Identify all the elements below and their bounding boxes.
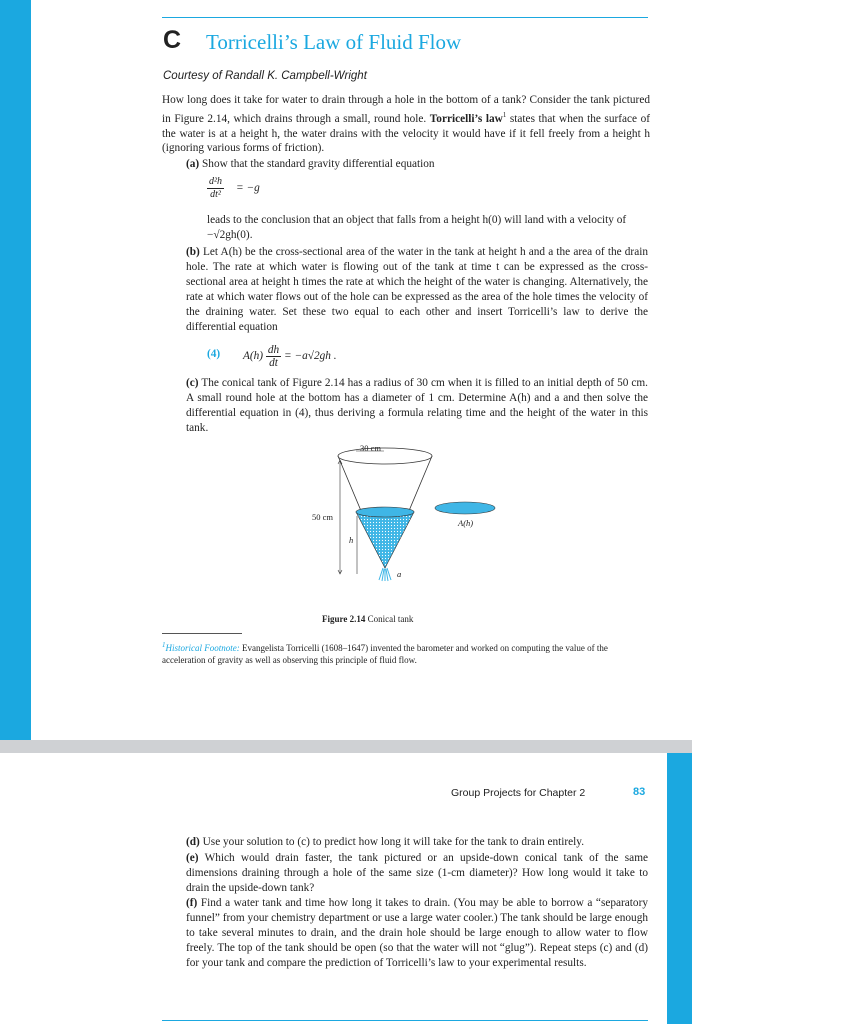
item-a xyxy=(186,157,648,172)
footnote xyxy=(162,639,650,667)
top-rule xyxy=(162,17,648,18)
cross-section-label: A(h) xyxy=(458,518,474,528)
footnote-number: 1 xyxy=(162,641,166,649)
radius-label: 30 cm xyxy=(360,443,382,453)
torricelli-law-term: Torricelli’s law xyxy=(429,112,503,125)
height-label: h xyxy=(349,535,354,545)
gravity-eq-numerator: d²h xyxy=(209,176,222,187)
right-margin-bar xyxy=(667,753,692,1024)
item-d xyxy=(186,835,648,850)
equation-number: (4) xyxy=(207,348,221,360)
item-c-text: The conical tank of Figure 2.14 has a radius of 30 cm when it is filled to an initial depth of 50 cm. A small round hole at the bottom has a diameter of 1 cm. Determine A(h) and a and then solve the differential equation in (4), thus deriving a formula relating time and the height of the water in this tank. xyxy=(186,377,649,434)
intro-text-1: How long does it take for water to drain through a hole in the bottom of a tank? Consider the tank pictured in Figure 2.14, which drains through a small, round hole. xyxy=(162,94,650,125)
equation-4 xyxy=(243,344,337,369)
item-d-text: Use your solution to (c) to predict how long it will take for the tank to drain entirely. xyxy=(202,836,585,848)
bottom-rule xyxy=(162,1020,648,1021)
courtesy-line: Courtesy of Randall K. Campbell-Wright xyxy=(163,70,367,82)
section-letter: C xyxy=(163,26,182,54)
item-f xyxy=(186,896,648,971)
footnote-text: Evangelista Torricelli (1608–1647) invented the barometer and worked on computing the value of the acceleration of gravity as well as observing this principle of fluid flow. xyxy=(162,643,608,666)
figure-caption-text: Conical tank xyxy=(367,614,414,624)
left-margin-bar xyxy=(0,0,31,740)
drain-stream xyxy=(379,568,391,581)
item-b-text: Let A(h) be the cross-sectional area of the water in the tank at height h and a the area of the drain hole. The rate at which water is flowing out of the tank at time t can be expressed as the cross-sectional area at height h times the rate at which the height of the water is changing. Alternatively, the rate at which water flows out of the hole can be expressed as the area of the hole times the velocity of the draining water. Set these two equal to each other and insert Torricelli’s law to derive the differential equation xyxy=(186,246,648,333)
intro-text-2: states that when the surface of the water is at a height h, the water drains with the velocity it would have if it fell freely from a height h (ignoring various forms of friction). xyxy=(162,112,651,155)
depth-label: 50 cm xyxy=(312,512,334,522)
item-f-label: (f) xyxy=(186,897,198,909)
running-head: Group Projects for Chapter 2 xyxy=(451,787,586,799)
gravity-equation-rhs: = −g xyxy=(236,182,260,194)
item-d-label: (d) xyxy=(186,836,200,848)
page-number: 83 xyxy=(633,786,646,798)
intro-paragraph xyxy=(162,93,650,156)
item-e-text: Which would drain faster, the tank pictured or an upside-down conical tank of the same dimensions draining through a hole of the same size (1-cm diameter)? How long would it take to drain the upside-down tank? xyxy=(186,852,649,894)
water-surface xyxy=(356,507,414,517)
item-b xyxy=(186,245,648,334)
footnote-mark: 1 xyxy=(502,110,507,119)
figure-caption-number: Figure 2.14 xyxy=(322,614,366,624)
gravity-eq-denominator: dt² xyxy=(210,189,221,200)
item-e-label: (e) xyxy=(186,852,199,864)
item-f-text: Find a water tank and time how long it takes to drain. (You may be able to borrow a “separatory funnel” from your chemistry department or use a large water cooler.) The tank should be large enough to take several minutes to drain, and the drain hole should be large enough to allow water to flow freely. The top of the tank should be open (so that the water will not “glug”). Repeat steps (c) and (d) for your tank and compare the prediction of Torricelli’s law to your experimental results. xyxy=(186,897,648,969)
item-c-label: (c) xyxy=(186,377,199,389)
eq4-denominator: dt xyxy=(269,357,278,369)
footnote-rule xyxy=(162,633,242,634)
eq4-rhs: = −a√2gh . xyxy=(284,350,337,363)
cross-section-ellipse xyxy=(435,502,495,514)
item-a-conclusion: leads to the conclusion that an object that falls from a height h(0) will land with a velocity of −√2gh(0). xyxy=(207,214,627,241)
item-a-text: Show that the standard gravity differential equation xyxy=(202,158,435,170)
section-title: Torricelli’s Law of Fluid Flow xyxy=(206,30,462,54)
hole-area-label: a xyxy=(397,569,402,579)
figure-caption xyxy=(322,614,413,624)
item-e xyxy=(186,851,648,896)
eq4-lhs: A(h) xyxy=(243,350,264,363)
item-c xyxy=(186,376,648,436)
conical-tank-figure xyxy=(300,440,510,605)
page-separator xyxy=(0,740,692,753)
tank-rim xyxy=(338,448,432,464)
item-b-label: (b) xyxy=(186,246,200,258)
footnote-heading: Historical Footnote: xyxy=(165,643,240,653)
gravity-equation-fraction xyxy=(207,176,224,201)
water-body xyxy=(356,512,414,568)
eq4-numerator: dh xyxy=(267,344,280,356)
item-a-label: (a) xyxy=(186,158,200,170)
